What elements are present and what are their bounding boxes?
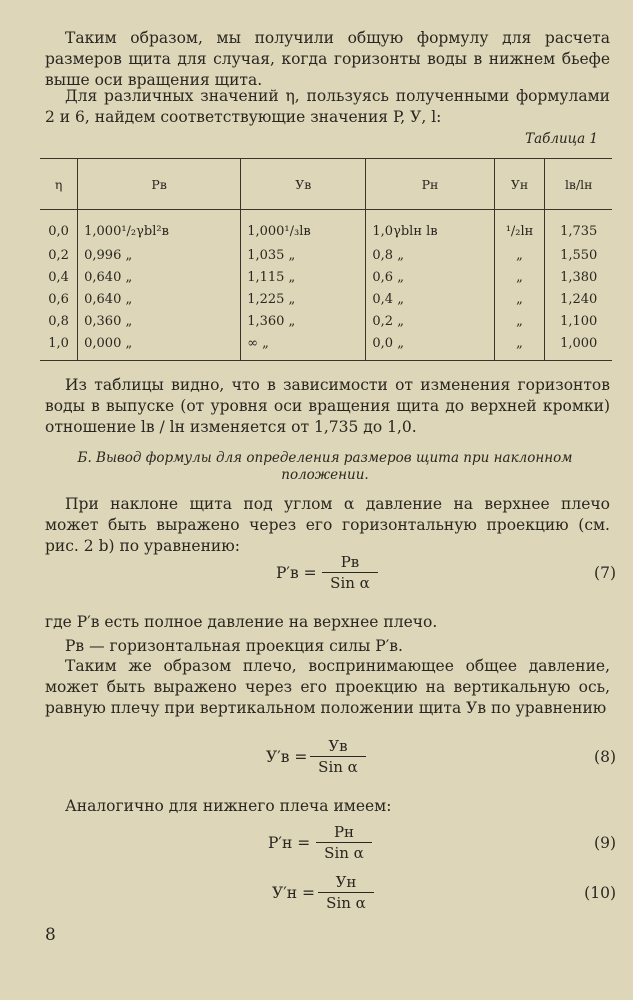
cell: ∞ „ — [241, 332, 366, 361]
equation-number: (9) — [594, 834, 616, 852]
cell: 0,2 — [48, 247, 69, 263]
paragraph-projection: Pв — горизонтальная проекция силы P′в. — [65, 637, 403, 655]
equation-number: (7) — [594, 564, 616, 582]
cell: „ — [494, 288, 545, 310]
cell: 1,360 „ — [241, 310, 366, 332]
cell: 0,640 „ — [78, 266, 241, 288]
denominator: Sin α — [326, 894, 366, 912]
data-table — [40, 158, 612, 361]
equation-9 — [0, 822, 633, 872]
equation-fraction — [316, 822, 372, 863]
cell: ¹/₂lн — [494, 210, 545, 245]
page-number: 8 — [45, 925, 56, 945]
cell: „ — [494, 332, 545, 361]
table-row — [40, 210, 612, 245]
equation-lhs: У′в = — [266, 748, 308, 766]
cell: 1,000¹/₃lв — [241, 210, 366, 245]
cell: 0,4 — [48, 269, 69, 285]
cell: 0,0 — [48, 223, 69, 239]
paragraph-where: где P′в есть полное давление на верхнее плечо. — [45, 613, 438, 631]
table-header-row — [40, 159, 612, 210]
equation-number: (10) — [584, 884, 616, 902]
equation-lhs: У′н = — [272, 884, 315, 902]
cell: 0,8 „ — [366, 244, 494, 266]
cell: 1,000¹/₂γbl²в — [78, 210, 241, 245]
denominator: Sin α — [318, 758, 358, 776]
header-ratio: lв/lн — [545, 159, 612, 210]
equation-fraction — [318, 872, 374, 913]
paragraph-values: Для различных значений η, пользуясь полученными формулами 2 и 6, найдем соответствующие значения P, У, l: — [45, 87, 610, 126]
equation-fraction — [310, 736, 366, 777]
cell: 0,0 „ — [366, 332, 494, 361]
cell: 1,0γblн lв — [366, 210, 494, 245]
table-row — [40, 332, 612, 361]
header-uv: Ув — [241, 159, 366, 210]
cell: 0,4 „ — [366, 288, 494, 310]
header-pn: Pн — [366, 159, 494, 210]
equation-fraction — [322, 552, 378, 593]
paragraph-intro: Таким образом, мы получили общую формулу для расчета размеров щита для случая, когда горизонты воды в нижнем бьефе выше оси вращения щита. — [45, 29, 610, 89]
header-pv: Pв — [78, 159, 241, 210]
cell: 1,000 — [545, 332, 612, 361]
table-row — [40, 266, 612, 288]
cell: 1,0 — [40, 332, 78, 361]
paragraph-inclined: При наклоне щита под углом α давление на верхнее плечо может быть выражено через его горизонтальную проекцию (см. рис. 2 b) по уравнению: — [45, 495, 610, 555]
equation-lhs: P′в = — [276, 564, 317, 582]
cell: 1,380 — [545, 266, 612, 288]
equation-8 — [0, 736, 633, 786]
table-row — [40, 310, 612, 332]
equation-number: (8) — [594, 748, 616, 766]
cell: 0,640 „ — [78, 288, 241, 310]
cell: 1,035 „ — [241, 244, 366, 266]
header-eta: η — [40, 159, 78, 210]
cell: 0,996 „ — [78, 244, 241, 266]
cell: 0,360 „ — [78, 310, 241, 332]
numerator: Ун — [318, 872, 374, 893]
cell: 1,550 — [545, 244, 612, 266]
table-caption: Таблица 1 — [525, 131, 598, 147]
cell: 0,2 „ — [366, 310, 494, 332]
denominator: Sin α — [330, 574, 370, 592]
header-un: Ун — [494, 159, 545, 210]
cell: „ — [494, 310, 545, 332]
cell: 0,000 „ — [78, 332, 241, 361]
section-title: Б. Вывод формулы для определения размеров щита при наклонном положении. — [77, 450, 573, 483]
paragraph-lower-arm: Аналогично для нижнего плеча имеем: — [65, 797, 392, 815]
cell: „ — [494, 266, 545, 288]
cell: 1,735 — [545, 210, 612, 245]
numerator: Ув — [310, 736, 366, 757]
cell: 0,8 — [48, 313, 69, 329]
numerator: Pв — [322, 552, 378, 573]
cell: 0,6 „ — [366, 266, 494, 288]
cell: 1,115 „ — [241, 266, 366, 288]
numerator: Pн — [316, 822, 372, 843]
equation-10 — [0, 872, 633, 922]
equation-lhs: P′н = — [268, 834, 311, 852]
cell: 1,240 — [545, 288, 612, 310]
denominator: Sin α — [324, 844, 364, 862]
cell: 1,225 „ — [241, 288, 366, 310]
table-row — [40, 288, 612, 310]
paragraph-arm: Таким же образом плечо, воспринимающее общее давление, может быть выражено через его проекцию на вертикальную ось, равную плечу при вертикальном положении щита Ув по уравнению — [45, 657, 610, 717]
paragraph-table-conclusion: Из таблицы видно, что в зависимости от изменения горизонтов воды в выпуске (от уровня оси вращения щита до верхней кромки) отношение lв / lн изменяется от 1,735 до 1,0. — [45, 376, 610, 436]
cell: 1,100 — [545, 310, 612, 332]
cell: „ — [494, 244, 545, 266]
equation-7 — [0, 552, 633, 602]
table-row — [40, 244, 612, 266]
cell: 0,6 — [48, 291, 69, 307]
